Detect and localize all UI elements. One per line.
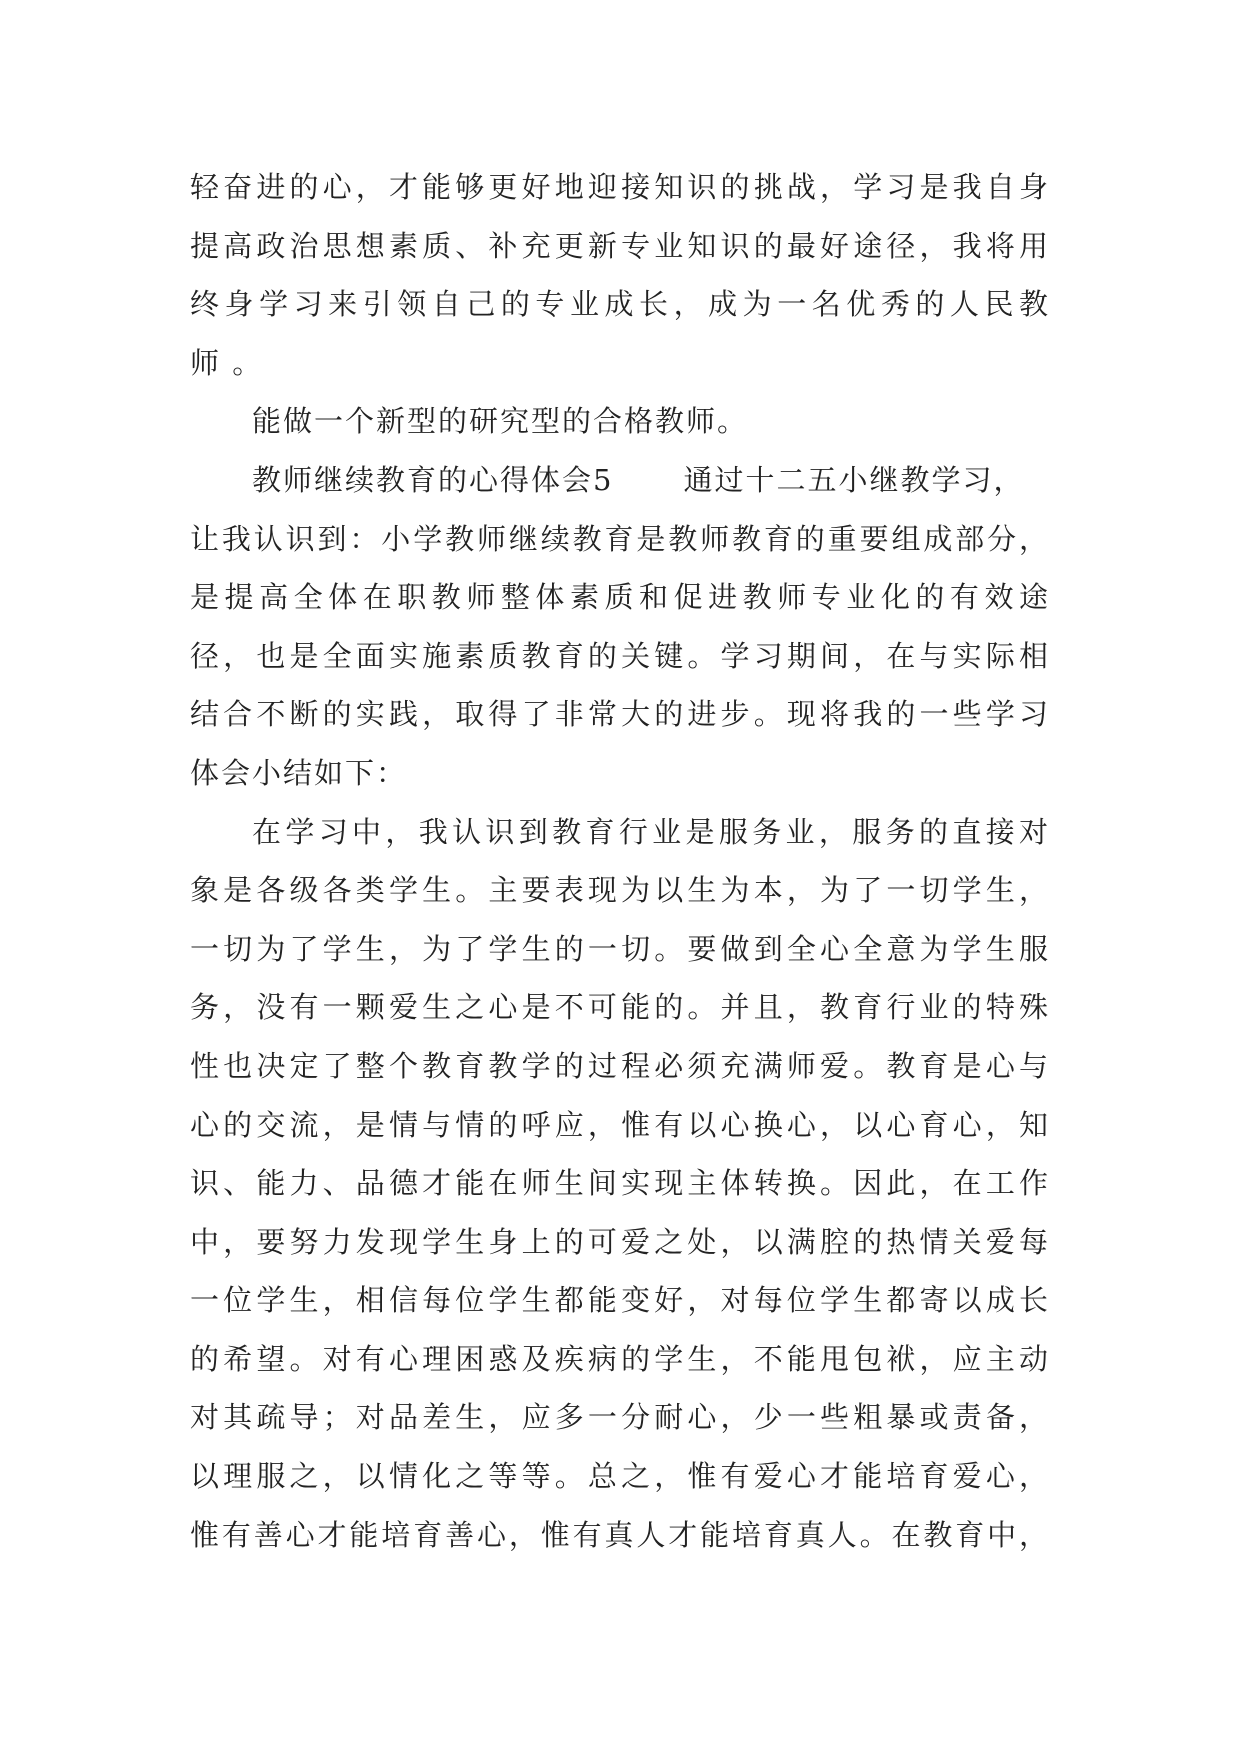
section-heading: 教师继续教育的心得体会5 — [252, 462, 614, 497]
text-line: 惟有善心才能培育善心，惟有真人才能培育真人。在教育中， — [190, 1517, 1050, 1552]
text-line: 以理服之，以情化之等等。总之，惟有爱心才能培育爱心， — [190, 1459, 1050, 1494]
section-heading-line — [190, 451, 1050, 510]
text-line: 结合不断的实践，取得了非常大的进步。现将我的一些学习 — [190, 697, 1050, 732]
text-line: 在学习中，我认识到教育行业是服务业，服务的直接对 — [252, 814, 1050, 849]
text-line: 性也决定了整个教育教学的过程必须充满师爱。教育是心与 — [190, 1048, 1050, 1083]
text-line: 让我认识到：小学教师继续教育是教师教育的重要组成部分， — [190, 521, 1050, 556]
text-line: 一位学生，相信每位学生都能变好，对每位学生都寄以成长 — [190, 1283, 1050, 1318]
text-line: 识、能力、品德才能在师生间实现主体转换。因此，在工作 — [190, 1166, 1050, 1201]
text-line: 径，也是全面实施素质教育的关键。学习期间，在与实际相 — [190, 638, 1050, 673]
text-line: 心的交流，是情与情的呼应，惟有以心换心，以心育心，知 — [190, 1107, 1050, 1142]
text-line: 终身学习来引领自己的专业成长，成为一名优秀的人民教 — [190, 287, 1050, 322]
text-line: 中，要努力发现学生身上的可爱之处，以满腔的热情关爱每 — [190, 1224, 1050, 1259]
text-line: 务，没有一颗爱生之心是不可能的。并且，教育行业的特殊 — [190, 990, 1050, 1025]
text-line: 师 。 — [190, 345, 264, 380]
text-line: 是提高全体在职教师整体素质和促进教师专业化的有效途 — [190, 580, 1050, 615]
text-line: 能做一个新型的研究型的合格教师。 — [252, 404, 749, 439]
document-body — [190, 158, 1050, 1564]
text-line: 轻奋进的心，才能够更好地迎接知识的挑战，学习是我自身 — [190, 170, 1050, 204]
text-line: 一切为了学生，为了学生的一切。要做到全心全意为学生服 — [190, 931, 1050, 966]
text-line: 体会小结如下： — [190, 755, 408, 790]
text-line: 对其疏导；对品差生，应多一分耐心，少一些粗暴或责备， — [190, 1400, 1050, 1435]
text-line: 的希望。对有心理困惑及疾病的学生，不能甩包袱，应主动 — [190, 1341, 1050, 1376]
heading-tail-text: 通过十二五小继教学习， — [683, 462, 1025, 497]
text-line: 象是各级各类学生。主要表现为以生为本，为了一切学生， — [190, 873, 1050, 908]
text-line: 提高政治思想素质、补充更新专业知识的最好途径，我将用 — [190, 228, 1050, 263]
